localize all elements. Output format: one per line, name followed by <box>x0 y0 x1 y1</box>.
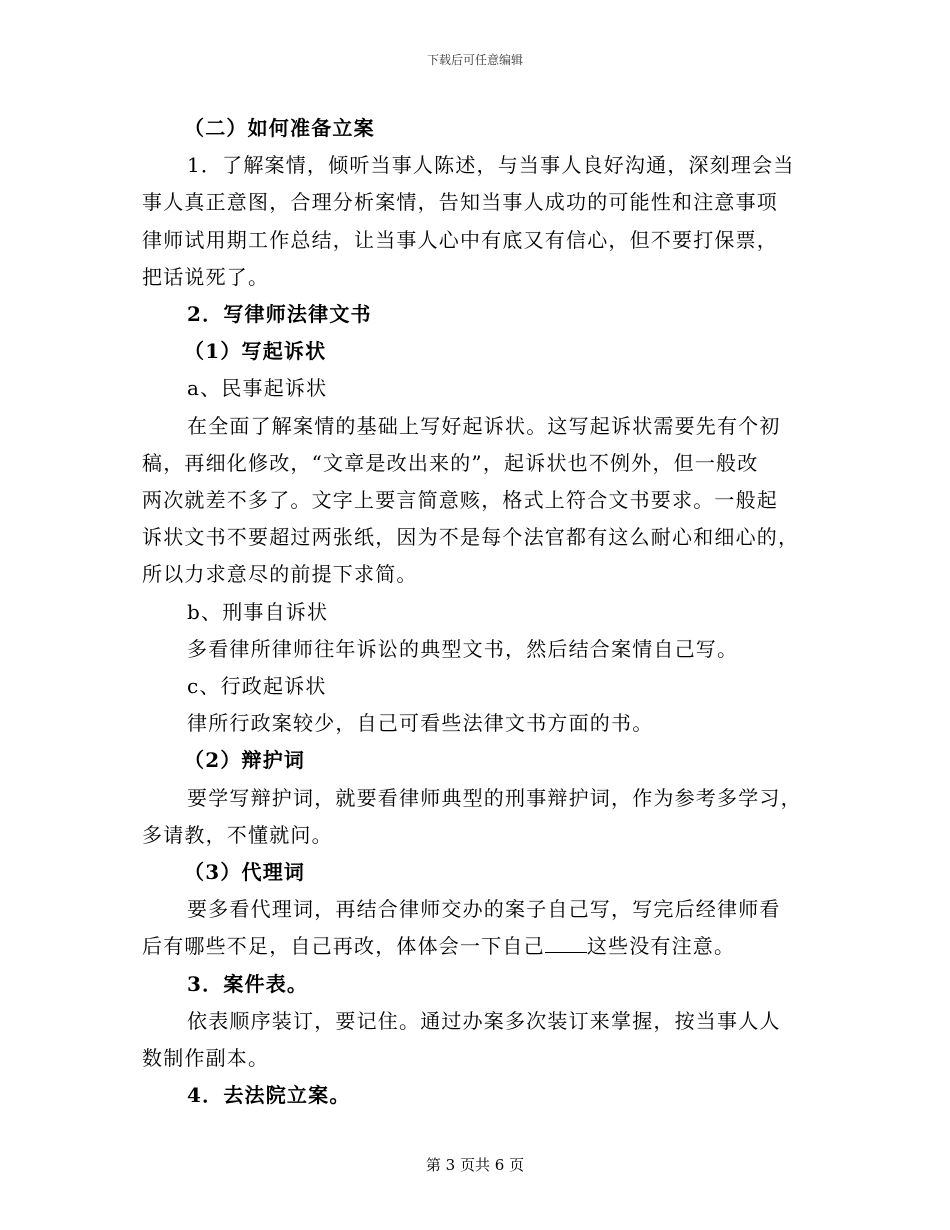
text-line: 要多看代理词，再结合律师交办的案子自己写，写完后经律师看 <box>187 897 781 922</box>
text-fragment: 这些没有注意。 <box>586 934 736 959</box>
text-line: 两次就差不多了。文字上要言简意赅，格式上符合文书要求。一般起 <box>142 488 778 513</box>
label-civil-complaint: a、民事起诉状 <box>187 376 328 401</box>
text-line: 依表顺序装订，要记住。通过办案多次装订来掌握，按当事人人 <box>187 1008 781 1033</box>
text-line: 所以力求意尽的前提下求简。 <box>142 562 418 587</box>
paragraph-criminal-complaint: 多看律所律师往年诉讼的典型文书，然后结合案情自己写。 <box>187 636 739 661</box>
paragraph-understand-case <box>142 147 812 296</box>
page-header: 下载后可任意编辑 <box>426 53 523 67</box>
page-footer: 第 3 页共 6 页 <box>425 1156 525 1174</box>
subheading-file-at-court: 4．去法院立案。 <box>187 1083 351 1108</box>
paragraph-case-form <box>142 1003 812 1077</box>
paragraph-defense-statement <box>142 780 812 854</box>
label-criminal-complaint: b、刑事自诉状 <box>187 599 329 624</box>
text-line: 稿，再细化修改，“文章是改出来的”，起诉状也不例外，但一般改 <box>142 450 759 475</box>
section-heading-2: （二）如何准备立案 <box>184 116 375 140</box>
text-line: 1．了解案情，倾听当事人陈述，与当事人良好沟通，深刻理会当 <box>187 153 795 178</box>
text-line: 事人真正意图，合理分析案情，告知当事人成功的可能性和注意事项 <box>142 190 778 215</box>
text-line: 律师试用期工作总结，让当事人心中有底又有信心，但不要打保票， <box>142 227 778 252</box>
text-line: 诉状文书不要超过两张纸，因为不是每个法官都有这么耐心和细心的， <box>142 525 800 550</box>
paragraph-civil-complaint <box>142 408 812 594</box>
subheading-case-form: 3．案件表。 <box>187 971 309 996</box>
label-administrative-complaint: c、行政起诉状 <box>187 674 327 699</box>
text-line: 数制作副本。 <box>142 1046 270 1071</box>
paragraph-administrative-complaint: 律所行政案较少，自己可看些法律文书方面的书。 <box>187 711 654 736</box>
subheading-agency-statement: （3）代理词 <box>184 860 306 885</box>
subheading-legal-documents: 2．写律师法律文书 <box>187 302 372 327</box>
text-fragment: 后有哪些不足，自己再改，体体会一下自己 <box>142 934 545 959</box>
paragraph-agency-statement <box>142 891 812 965</box>
blank-underline <box>545 934 587 953</box>
text-line: 要学写辩护词，就要看律师典型的刑事辩护词，作为参考多学习， <box>187 785 802 810</box>
subheading-defense-statement: （2）辩护词 <box>184 748 306 773</box>
text-line: 在全面了解案情的基础上写好起诉状。这写起诉状需要先有个初 <box>187 413 781 438</box>
text-line: 多请教，不懂就问。 <box>142 822 333 847</box>
document-body <box>142 110 812 1114</box>
subheading-complaint: （1）写起诉状 <box>184 339 327 364</box>
text-line: 把话说死了。 <box>142 264 270 289</box>
text-line <box>142 928 812 965</box>
